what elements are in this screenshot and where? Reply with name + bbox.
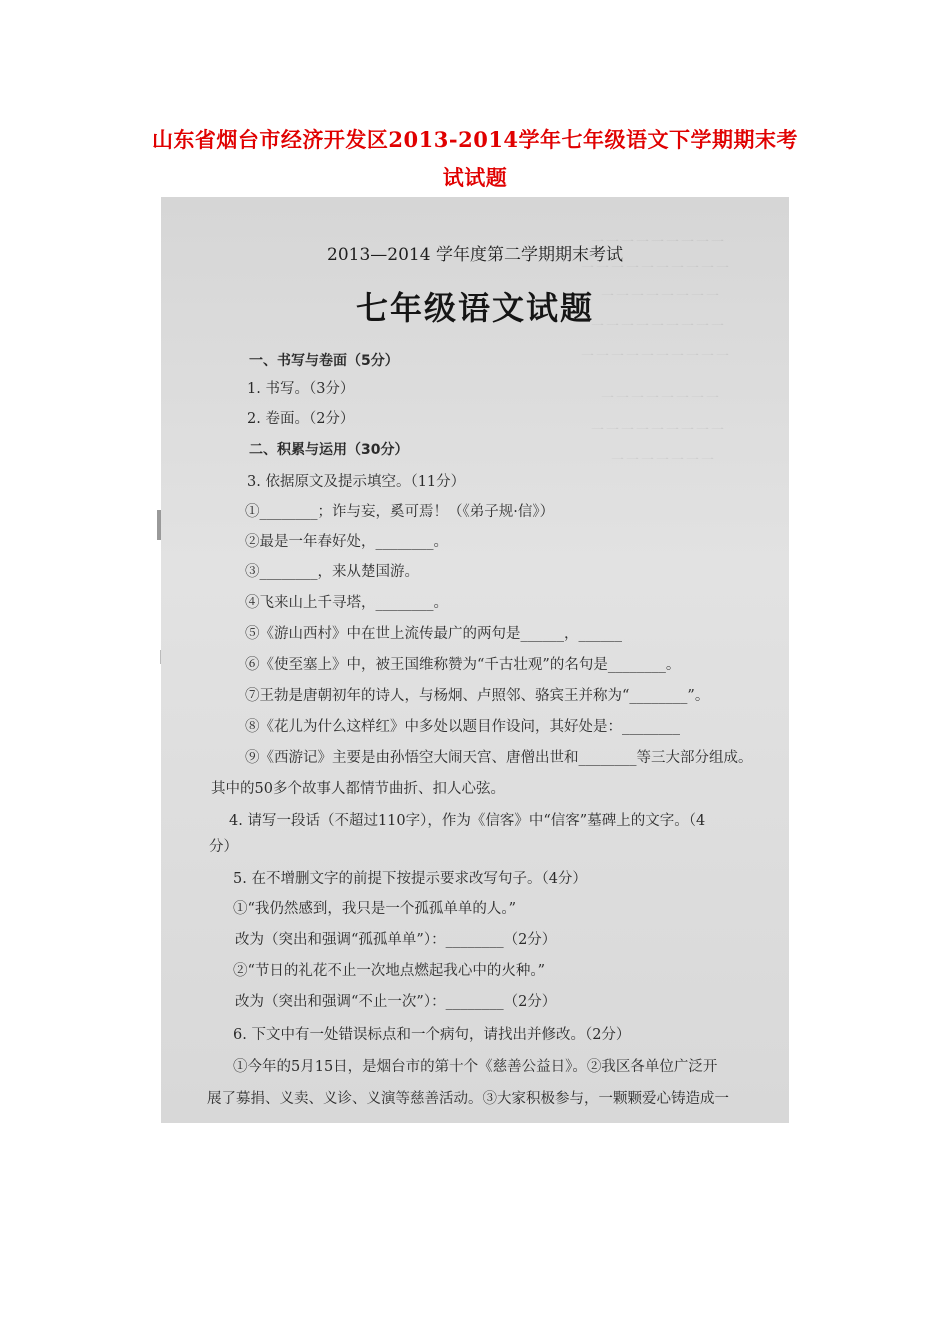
question-line: ②最是一年春好处，________。: [245, 534, 448, 550]
question-line: ⑧《花儿为什么这样红》中多处以题目作设问，其好处是：________: [245, 719, 680, 735]
question-line: 1. 书写。（3分）: [247, 381, 355, 397]
bleed-through-text: 一一一一一一一一一一: [581, 261, 732, 276]
question-line: ⑦王勃是唐朝初年的诗人，与杨炯、卢照邻、骆宾王并称为“________”。: [245, 688, 710, 704]
bleed-through-text: 一一一一一一一一一: [591, 235, 727, 250]
document-title-line-1: 山东省烟台市经济开发区2013-2014学年七年级语文下学期期末考: [151, 127, 799, 152]
question-line: ④飞来山上千寻塔，________。: [245, 595, 448, 611]
question-line: ②“节日的礼花不止一次地点燃起我心中的火种。”: [233, 963, 546, 979]
question-line: ①“我仍然感到，我只是一个孤孤单单的人。”: [233, 901, 517, 917]
question-line: ⑨《西游记》主要是由孙悟空大闹天宫、唐僧出世和________等三大部分组成。: [245, 750, 753, 766]
question-line: ①今年的5月15日，是烟台市的第十个《慈善公益日》。②我区各单位广泛开: [233, 1059, 718, 1075]
bleed-through-text: 一一一一一一一一: [601, 391, 722, 406]
question-line: 4. 请写一段话（不超过110字），作为《信客》中“信客”墓碑上的文字。（4: [229, 813, 706, 829]
exam-subject-title: 七年级语文试题: [355, 289, 594, 327]
bleed-through-text: 一一一一一一一一一: [591, 423, 727, 438]
question-line: ⑤《游山西村》中在世上流传最广的两句是______，______: [245, 626, 622, 642]
scanned-exam-photo: [161, 197, 789, 1123]
exam-header: 2013—2014 学年度第二学期期末考试: [327, 245, 623, 265]
question-line: 2. 卷面。（2分）: [247, 411, 355, 427]
bleed-through-text: 一一一一一一一一: [601, 289, 722, 304]
section-heading: 一、书写与卷面（5分）: [249, 353, 399, 369]
section-heading: 二、积累与运用（30分）: [249, 442, 409, 458]
question-line: ⑥《使至塞上》中，被王国维称赞为“千古壮观”的名句是________。: [245, 657, 681, 673]
bleed-through-text: 一一一一一一一一一: [591, 319, 727, 334]
question-line: ③________，来从楚国游。: [245, 564, 419, 580]
document-title-line-2: 试试题: [442, 165, 508, 190]
question-line: 改为（突出和强调“不止一次”）：________（2分）: [235, 994, 557, 1010]
bleed-through-text: 一一一一一一一一一一: [581, 349, 732, 364]
question-line: 分）: [209, 839, 238, 855]
question-line: 改为（突出和强调“孤孤单单”）：________（2分）: [235, 932, 557, 948]
bleed-through-text: 一一一一一一一: [611, 453, 717, 468]
question-line: 其中的50多个故事人都情节曲折、扣人心弦。: [211, 781, 505, 797]
question-line: 展了募捐、义卖、义诊、义演等慈善活动。③大家积极参与，一颗颗爱心铸造成一: [207, 1091, 729, 1107]
question-line: 6. 下文中有一处错误标点和一个病句，请找出并修改。（2分）: [233, 1027, 631, 1043]
question-line: 3. 依据原文及提示填空。（11分）: [247, 474, 466, 490]
question-line: 5. 在不增删文字的前提下按提示要求改写句子。（4分）: [233, 871, 587, 887]
question-line: ①________；诈与妄，奚可焉！（《弟子规·信》）: [245, 504, 555, 520]
